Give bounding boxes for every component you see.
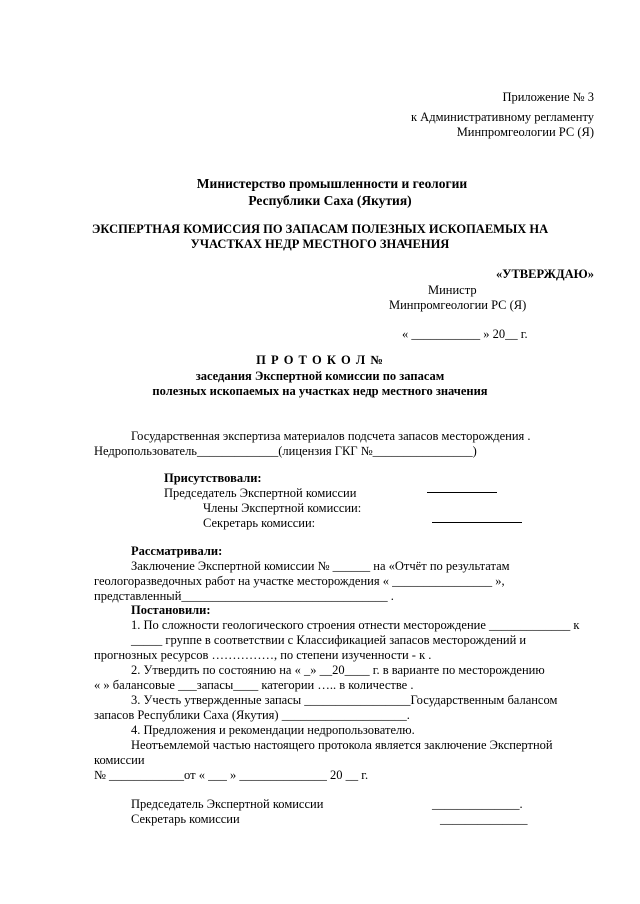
approve-title: «УТВЕРЖДАЮ» — [496, 267, 594, 281]
inseparable-line-3: № ____________от « ___ » ______________ 20 __ г. — [94, 768, 369, 782]
inseparable-line-2: комиссии — [94, 753, 145, 767]
approve-date: « ___________ » 20__ г. — [402, 327, 528, 341]
chair-signature-line — [427, 492, 497, 493]
commission-title-2: УЧАСТКАХ НЕДР МЕСТНОГО ЗНАЧЕНИЯ — [190, 237, 450, 251]
protocol-title: П Р О Т О К О Л № — [256, 353, 384, 367]
protocol-subtitle-2: полезных ископаемых на участках недр местного значения — [152, 384, 488, 398]
appendix-line-1: Приложение № 3 — [502, 90, 594, 104]
decision-1-line-1: 1. По сложности геологического строения отнести месторождение _____________ к — [131, 618, 580, 632]
ministry-title-2: Республики Саха (Якутия) — [248, 193, 412, 208]
approve-role: Министр — [428, 283, 477, 297]
protocol-subtitle-1: заседания Экспертной комиссии по запасам — [195, 369, 445, 383]
decided-title: Постановили: — [131, 603, 211, 617]
considered-title: Рассматривали: — [131, 544, 223, 558]
decision-3-line-1: 3. Учесть утвержденные запасы _________________Государственным балансом — [131, 693, 558, 707]
subsoil-user-line: Недропользователь_____________(лицензия ГКГ №________________) — [94, 444, 477, 458]
decision-3-line-2: запасов Республики Саха (Якутия) ____________________. — [94, 708, 410, 722]
considered-line-3: представленный_________________________________ . — [94, 589, 394, 603]
expertise-paragraph: Государственная экспертиза материалов подсчета запасов месторождения . — [131, 429, 531, 443]
secretary-signature-line — [432, 522, 522, 523]
sign-secretary-line: ______________ — [440, 812, 528, 826]
present-title: Присутствовали: — [164, 471, 262, 485]
decision-1-line-3: прогнозных ресурсов ……………, по степени изученности - к . — [94, 648, 432, 662]
appendix-line-3: Минпромгеологии РС (Я) — [456, 125, 594, 139]
commission-title-1: ЭКСПЕРТНАЯ КОМИССИЯ ПО ЗАПАСАМ ПОЛЕЗНЫХ ИСКОПАЕМЫХ НА — [91, 222, 549, 236]
considered-line-1: Заключение Экспертной комиссии № ______ на «Отчёт по результатам — [131, 559, 510, 573]
ministry-title-1: Министерство промышленности и геологии — [196, 176, 468, 191]
decision-2-line-1: 2. Утвердить по состоянию на « _» __20____ г. в варианте по месторождению — [131, 663, 545, 677]
sign-chair-line: ______________. — [432, 797, 523, 811]
decision-1-line-2: _____ группе в соответствии с Классификацией запасов месторождений и — [131, 633, 527, 647]
appendix-line-2: к Административному регламенту — [410, 110, 594, 124]
approve-org: Минпромгеологии РС (Я) — [389, 298, 527, 312]
considered-line-2: геологоразведочных работ на участке месторождения « ________________ », — [94, 574, 505, 588]
inseparable-line-1: Неотъемлемой частью настоящего протокола является заключение Экспертной — [131, 738, 553, 752]
decision-2-line-2: « » балансовые ___запасы____ категории ….. в количестве . — [94, 678, 414, 692]
present-secretary: Секретарь комиссии: — [203, 516, 316, 530]
decision-4: 4. Предложения и рекомендации недропользователю. — [131, 723, 415, 737]
sign-chair-label: Председатель Экспертной комиссии — [131, 797, 324, 811]
present-chair: Председатель Экспертной комиссии — [164, 486, 357, 500]
present-members: Члены Экспертной комиссии: — [203, 501, 362, 515]
sign-secretary-label: Секретарь комиссии — [131, 812, 240, 826]
